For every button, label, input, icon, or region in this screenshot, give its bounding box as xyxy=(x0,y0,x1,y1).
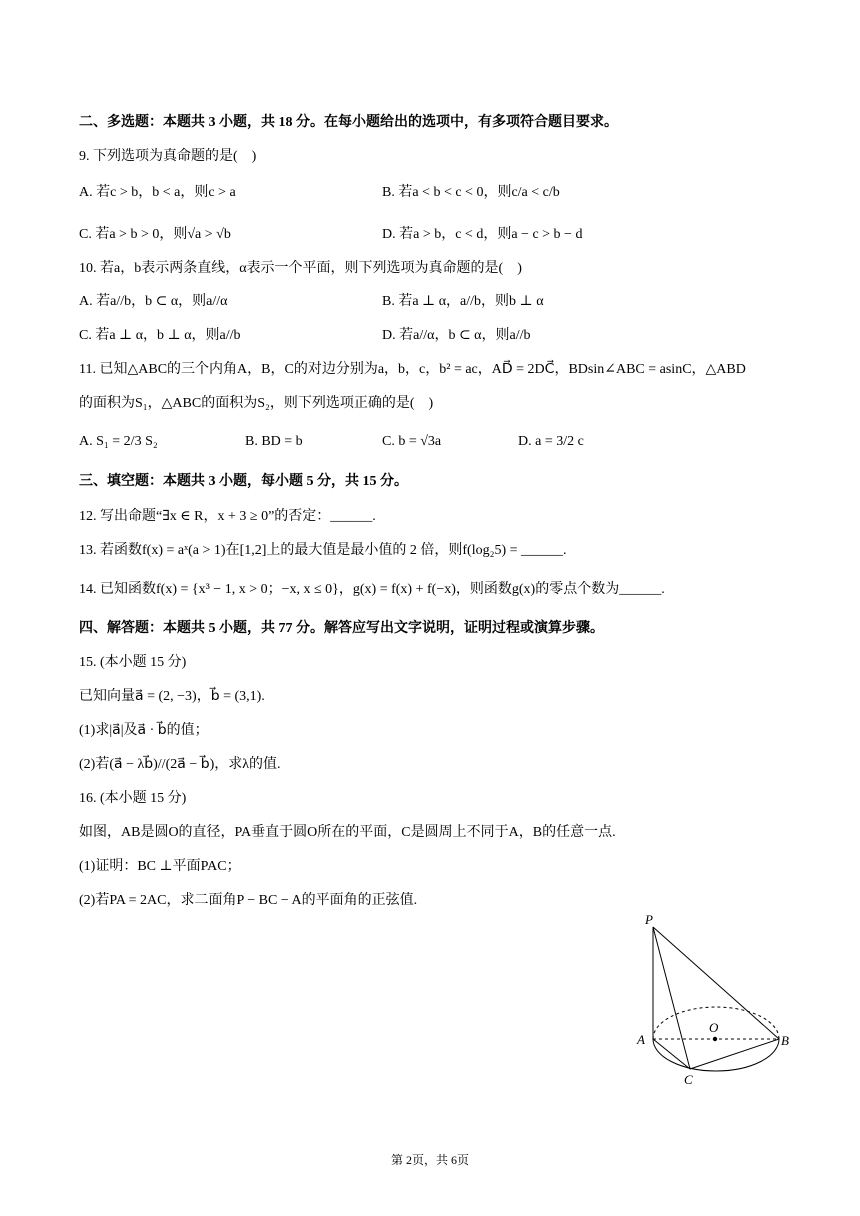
center-point xyxy=(713,1037,717,1041)
question-11-stem-line1: 11. 已知△ABC的三个内角A，B，C的对边分别为a，b，c，b² = ac，AD⃗ = 2DC⃗，BDsin∠ABC = asinC，△ABD xyxy=(79,362,746,377)
question-10-option-d: D. 若a//α，b ⊂ α，则a//b xyxy=(382,328,531,343)
pyramid-circle-figure xyxy=(636,912,796,1092)
question-10-option-a: A. 若a//b，b ⊂ α，则a//α xyxy=(79,294,228,309)
question-14: 14. 已知函数f(x) = {x³ − 1, x > 0；−x, x ≤ 0}，g(x) = f(x) + f(−x)，则函数g(x)的零点个数为______. xyxy=(79,582,665,597)
label-C: C xyxy=(684,1072,693,1087)
question-9-stem: 9. 下列选项为真命题的是( ) xyxy=(79,149,257,164)
question-9-option-c: C. 若a > b > 0，则√a > √b xyxy=(79,227,231,242)
question-9-option-d: D. 若a > b，c < d，则a − c > b − d xyxy=(382,227,583,242)
circle-front-arc xyxy=(653,1039,779,1071)
page-footer: 第 2页，共 6页 xyxy=(390,1153,469,1167)
question-11-stem-line2: 的面积为S₁，△ABC的面积为S₂，则下列选项正确的是( ) xyxy=(79,396,434,411)
section-header-fill-in: 三、填空题：本题共 3 小题，每小题 5 分，共 15 分。 xyxy=(79,474,408,489)
question-11-option-c: C. b = √3a xyxy=(382,434,442,449)
section-header-solutions: 四、解答题：本题共 5 小题，共 77 分。解答应写出文字说明，证明过程或演算步骤。 xyxy=(79,621,604,636)
question-9-option-b: B. 若a < b < c < 0，则c/a < c/b xyxy=(382,185,560,200)
question-15-line3: (2)若(a⃗ − λb⃗)//(2a⃗ − b⃗)，求λ的值. xyxy=(79,757,281,772)
label-B: B xyxy=(781,1033,789,1048)
edge-AC xyxy=(653,1039,690,1069)
question-11-option-b: B. BD = b xyxy=(245,434,303,449)
question-16-line1: 如图，AB是圆O的直径，PA垂直于圆O所在的平面，C是圆周上不同于A，B的任意一点. xyxy=(79,825,616,840)
question-12: 12. 写出命题“∃x ∈ R，x + 3 ≥ 0”的否定：______. xyxy=(79,509,376,524)
question-11-option-a: A. S₁ = 2/3 S₂ xyxy=(79,434,158,449)
label-A: A xyxy=(637,1032,645,1047)
question-13: 13. 若函数f(x) = aˣ(a > 1)在[1,2]上的最大值是最小值的 2 倍，则f(log₂5) = ______. xyxy=(79,543,567,558)
question-10-stem: 10. 若a，b表示两条直线，α表示一个平面，则下列选项为真命题的是( ) xyxy=(79,261,522,276)
question-10-option-b: B. 若a ⊥ α，a//b，则b ⊥ α xyxy=(382,294,544,309)
question-15-title: 15. (本小题 15 分) xyxy=(79,655,187,670)
edge-PC xyxy=(653,927,690,1069)
label-O: O xyxy=(709,1020,719,1035)
question-16-title: 16. (本小题 15 分) xyxy=(79,791,187,806)
question-15-line2: (1)求|a⃗|及a⃗ · b⃗的值； xyxy=(79,723,209,738)
question-10-option-c: C. 若a ⊥ α，b ⊥ α，则a//b xyxy=(79,328,241,343)
question-15-line1: 已知向量a⃗ = (2, −3)，b⃗ = (3,1). xyxy=(79,689,265,704)
question-9-option-a: A. 若c > b，b < a，则c > a xyxy=(79,185,236,200)
label-P: P xyxy=(645,912,653,927)
question-16-line3: (2)若PA = 2AC，求二面角P − BC − A的平面角的正弦值. xyxy=(79,893,418,908)
edge-BC xyxy=(690,1039,779,1069)
section-header-multiple-choice: 二、多选题：本题共 3 小题，共 18 分。在每小题给出的选项中，有多项符合题目要求。 xyxy=(79,115,618,130)
question-16-line2: (1)证明：BC ⊥平面PAC； xyxy=(79,859,241,874)
question-11-option-d: D. a = 3/2 c xyxy=(518,434,584,449)
